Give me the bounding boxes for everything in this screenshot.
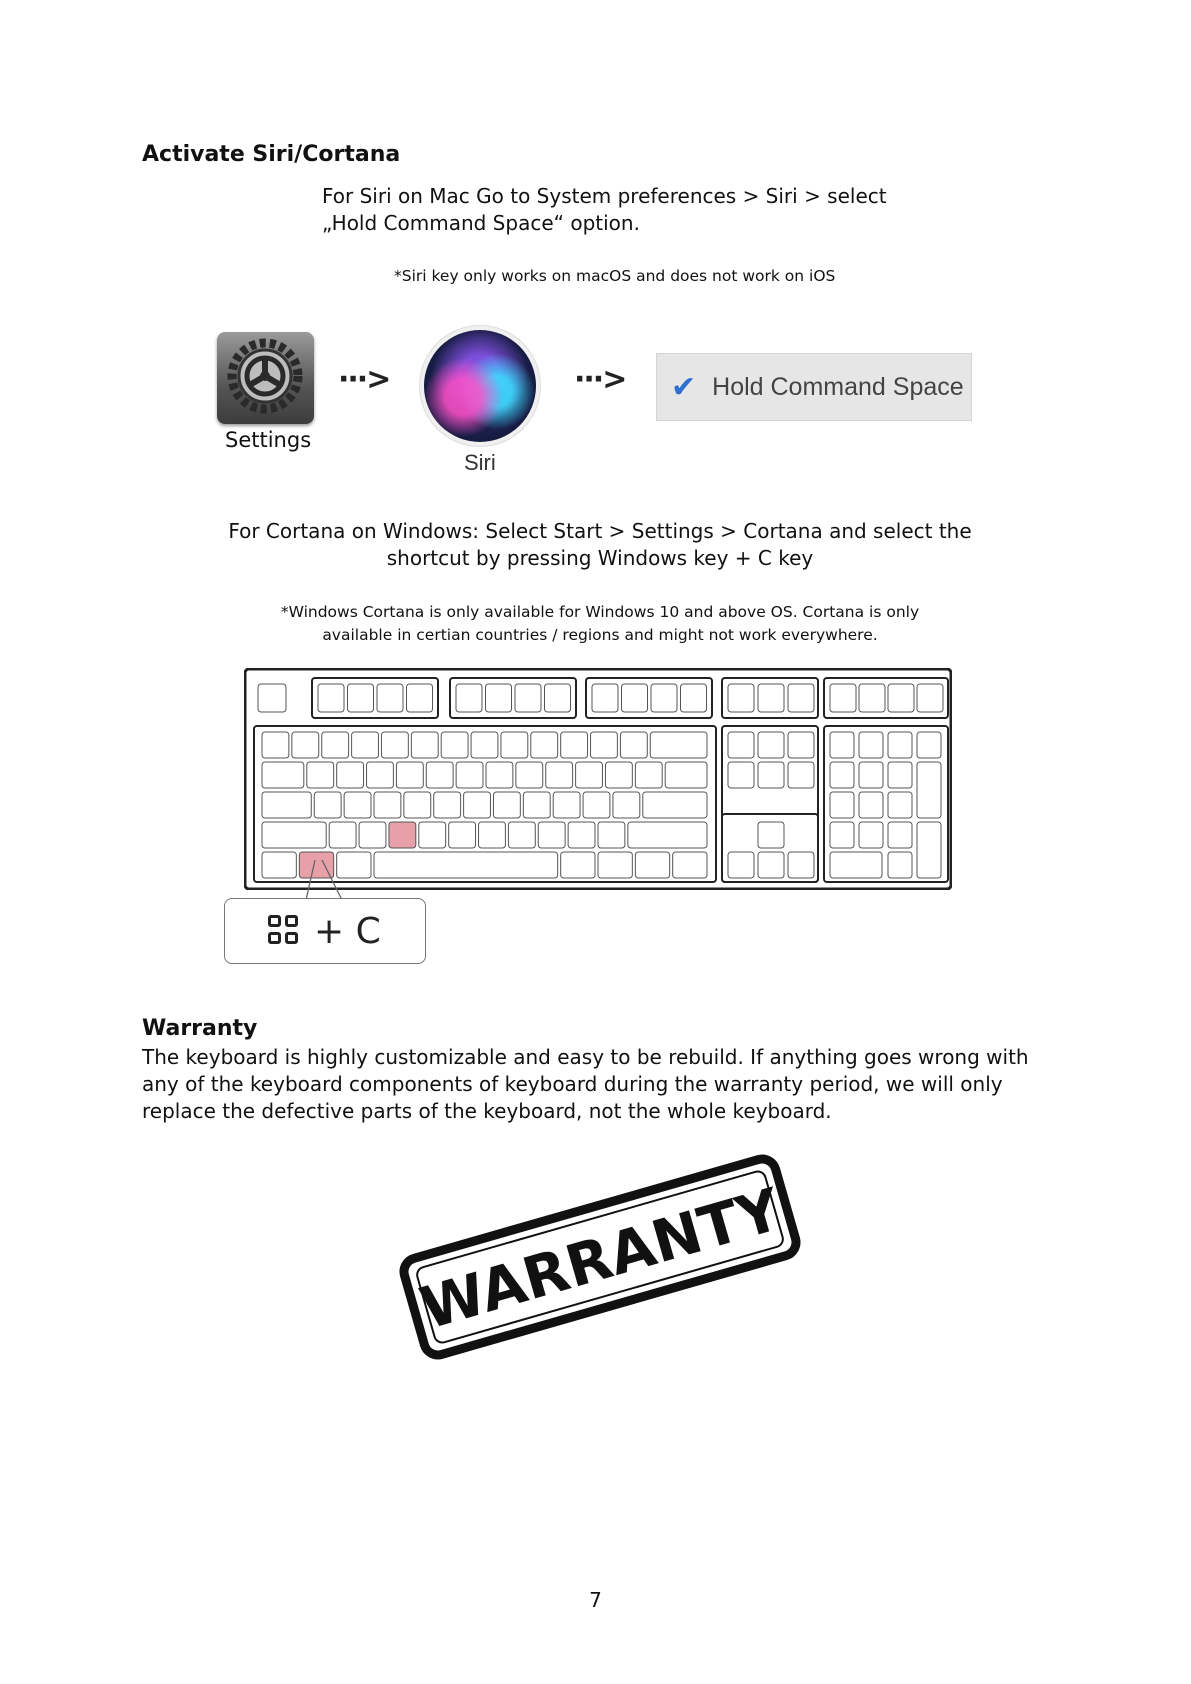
key bbox=[553, 792, 580, 818]
key bbox=[337, 762, 364, 788]
cortana-note-line-2: available in certian countries / regions and might not work everywhere. bbox=[322, 626, 878, 644]
key bbox=[434, 792, 461, 818]
key bbox=[598, 852, 632, 878]
warranty-line-2: any of the keyboard components of keyboard during the warranty period, we will only bbox=[142, 1072, 1003, 1096]
key bbox=[613, 792, 640, 818]
key bbox=[344, 792, 371, 818]
key bbox=[523, 792, 550, 818]
key bbox=[381, 732, 408, 758]
key bbox=[348, 684, 374, 712]
key-numpad bbox=[888, 852, 912, 878]
siri-instruction bbox=[322, 183, 887, 237]
key bbox=[419, 822, 446, 848]
key bbox=[545, 684, 571, 712]
siri-instruction-line-1: For Siri on Mac Go to System preferences > Siri > select bbox=[322, 184, 887, 208]
key bbox=[307, 762, 334, 788]
key bbox=[262, 852, 296, 878]
key-numpad bbox=[830, 762, 854, 788]
key bbox=[620, 732, 647, 758]
siri-note: *Siri key only works on macOS and does not work on iOS bbox=[394, 267, 836, 285]
hold-command-space-label: Hold Command Space bbox=[712, 372, 964, 401]
key bbox=[568, 822, 595, 848]
warranty-text bbox=[142, 1044, 1029, 1125]
key-numpad bbox=[830, 852, 882, 878]
keyboard-illustration bbox=[244, 668, 952, 890]
key bbox=[917, 684, 943, 712]
arrow-right-icon: ···> bbox=[338, 362, 390, 397]
key bbox=[262, 762, 304, 788]
key bbox=[314, 792, 341, 818]
settings-icon bbox=[217, 332, 314, 424]
check-icon: ✔ bbox=[671, 369, 697, 405]
key bbox=[515, 684, 541, 712]
cortana-note-line-1: *Windows Cortana is only available for Windows 10 and above OS. Cortana is only bbox=[280, 603, 920, 621]
key bbox=[262, 792, 311, 818]
key bbox=[830, 684, 856, 712]
key bbox=[788, 762, 814, 788]
key bbox=[576, 762, 603, 788]
siri-instruction-line-2: „Hold Command Space“ option. bbox=[322, 211, 640, 235]
key bbox=[471, 732, 498, 758]
cortana-note bbox=[160, 601, 1040, 647]
key-numpad bbox=[859, 822, 883, 848]
key-numpad bbox=[917, 822, 941, 878]
key-c-highlighted bbox=[389, 822, 416, 848]
key bbox=[591, 732, 618, 758]
key bbox=[464, 792, 491, 818]
key bbox=[635, 762, 662, 788]
key bbox=[888, 684, 914, 712]
key bbox=[561, 852, 595, 878]
key bbox=[538, 822, 565, 848]
key bbox=[449, 822, 476, 848]
key bbox=[407, 684, 433, 712]
key bbox=[329, 822, 356, 848]
key bbox=[262, 732, 289, 758]
key bbox=[728, 684, 754, 712]
warranty-line-3: replace the defective parts of the keyboard, not the whole keyboard. bbox=[142, 1099, 832, 1123]
key bbox=[788, 732, 814, 758]
key-numpad bbox=[888, 822, 912, 848]
shortcut-combo bbox=[224, 898, 426, 964]
hold-command-space-option bbox=[656, 353, 972, 421]
key bbox=[681, 684, 707, 712]
key bbox=[486, 684, 512, 712]
section-heading-warranty: Warranty bbox=[142, 1016, 258, 1041]
key bbox=[643, 792, 707, 818]
key-numpad bbox=[888, 762, 912, 788]
key bbox=[650, 732, 707, 758]
key bbox=[592, 684, 618, 712]
key bbox=[598, 822, 625, 848]
key-numpad bbox=[830, 792, 854, 818]
key bbox=[359, 822, 386, 848]
key bbox=[508, 822, 535, 848]
key bbox=[479, 822, 506, 848]
key bbox=[318, 684, 344, 712]
key bbox=[531, 732, 558, 758]
warranty-stamp-text: WARRANTY bbox=[413, 1175, 789, 1343]
key bbox=[352, 732, 379, 758]
key-arrow-up bbox=[758, 822, 784, 848]
key bbox=[441, 732, 468, 758]
key-numpad bbox=[830, 822, 854, 848]
section-heading-siri-cortana: Activate Siri/Cortana bbox=[142, 142, 401, 167]
key-arrow bbox=[728, 852, 754, 878]
key bbox=[651, 684, 677, 712]
shortcut-combo-text: + C bbox=[314, 910, 381, 952]
key bbox=[396, 762, 423, 788]
arrow-right-icon: ···> bbox=[574, 362, 626, 397]
warranty-stamp bbox=[395, 1152, 805, 1362]
key bbox=[456, 762, 483, 788]
key bbox=[635, 852, 669, 878]
key-numpad bbox=[917, 732, 941, 758]
callout-lines bbox=[300, 860, 360, 902]
key bbox=[426, 762, 453, 788]
key bbox=[501, 732, 528, 758]
cortana-instruction-line-1: For Cortana on Windows: Select Start > Settings > Cortana and select the bbox=[228, 519, 972, 543]
key bbox=[673, 852, 707, 878]
key bbox=[322, 732, 349, 758]
settings-label: Settings bbox=[225, 428, 312, 452]
key bbox=[583, 792, 610, 818]
cortana-instruction-line-2: shortcut by pressing Windows key + C key bbox=[386, 546, 814, 570]
key bbox=[546, 762, 573, 788]
key bbox=[622, 684, 648, 712]
key-numpad bbox=[830, 732, 854, 758]
key bbox=[486, 762, 513, 788]
key-numpad bbox=[917, 762, 941, 818]
key-numpad bbox=[859, 732, 883, 758]
key bbox=[788, 684, 814, 712]
key bbox=[665, 762, 707, 788]
key-numpad bbox=[888, 732, 912, 758]
key-numpad bbox=[888, 792, 912, 818]
key bbox=[456, 684, 482, 712]
cortana-instruction bbox=[160, 518, 1040, 572]
key bbox=[758, 762, 784, 788]
siri-icon bbox=[424, 330, 536, 442]
key bbox=[404, 792, 431, 818]
key bbox=[367, 762, 394, 788]
key bbox=[377, 684, 403, 712]
key bbox=[728, 732, 754, 758]
key bbox=[758, 732, 784, 758]
key-arrow bbox=[788, 852, 814, 878]
key bbox=[262, 822, 326, 848]
key bbox=[374, 792, 401, 818]
key bbox=[292, 732, 319, 758]
key bbox=[561, 732, 588, 758]
key-space bbox=[374, 852, 558, 878]
key bbox=[628, 822, 707, 848]
key bbox=[758, 684, 784, 712]
key bbox=[859, 684, 885, 712]
key bbox=[493, 792, 520, 818]
key-arrow bbox=[758, 852, 784, 878]
key bbox=[516, 762, 543, 788]
key bbox=[605, 762, 632, 788]
warranty-line-1: The keyboard is highly customizable and easy to be rebuild. If anything goes wrong with bbox=[142, 1045, 1029, 1069]
key bbox=[411, 732, 438, 758]
windows-key-icon bbox=[268, 915, 302, 947]
key-numpad bbox=[859, 762, 883, 788]
key-esc bbox=[258, 684, 286, 712]
key bbox=[728, 762, 754, 788]
page-number: 7 bbox=[589, 1588, 602, 1612]
key-numpad bbox=[859, 792, 883, 818]
siri-label: Siri bbox=[464, 450, 496, 475]
